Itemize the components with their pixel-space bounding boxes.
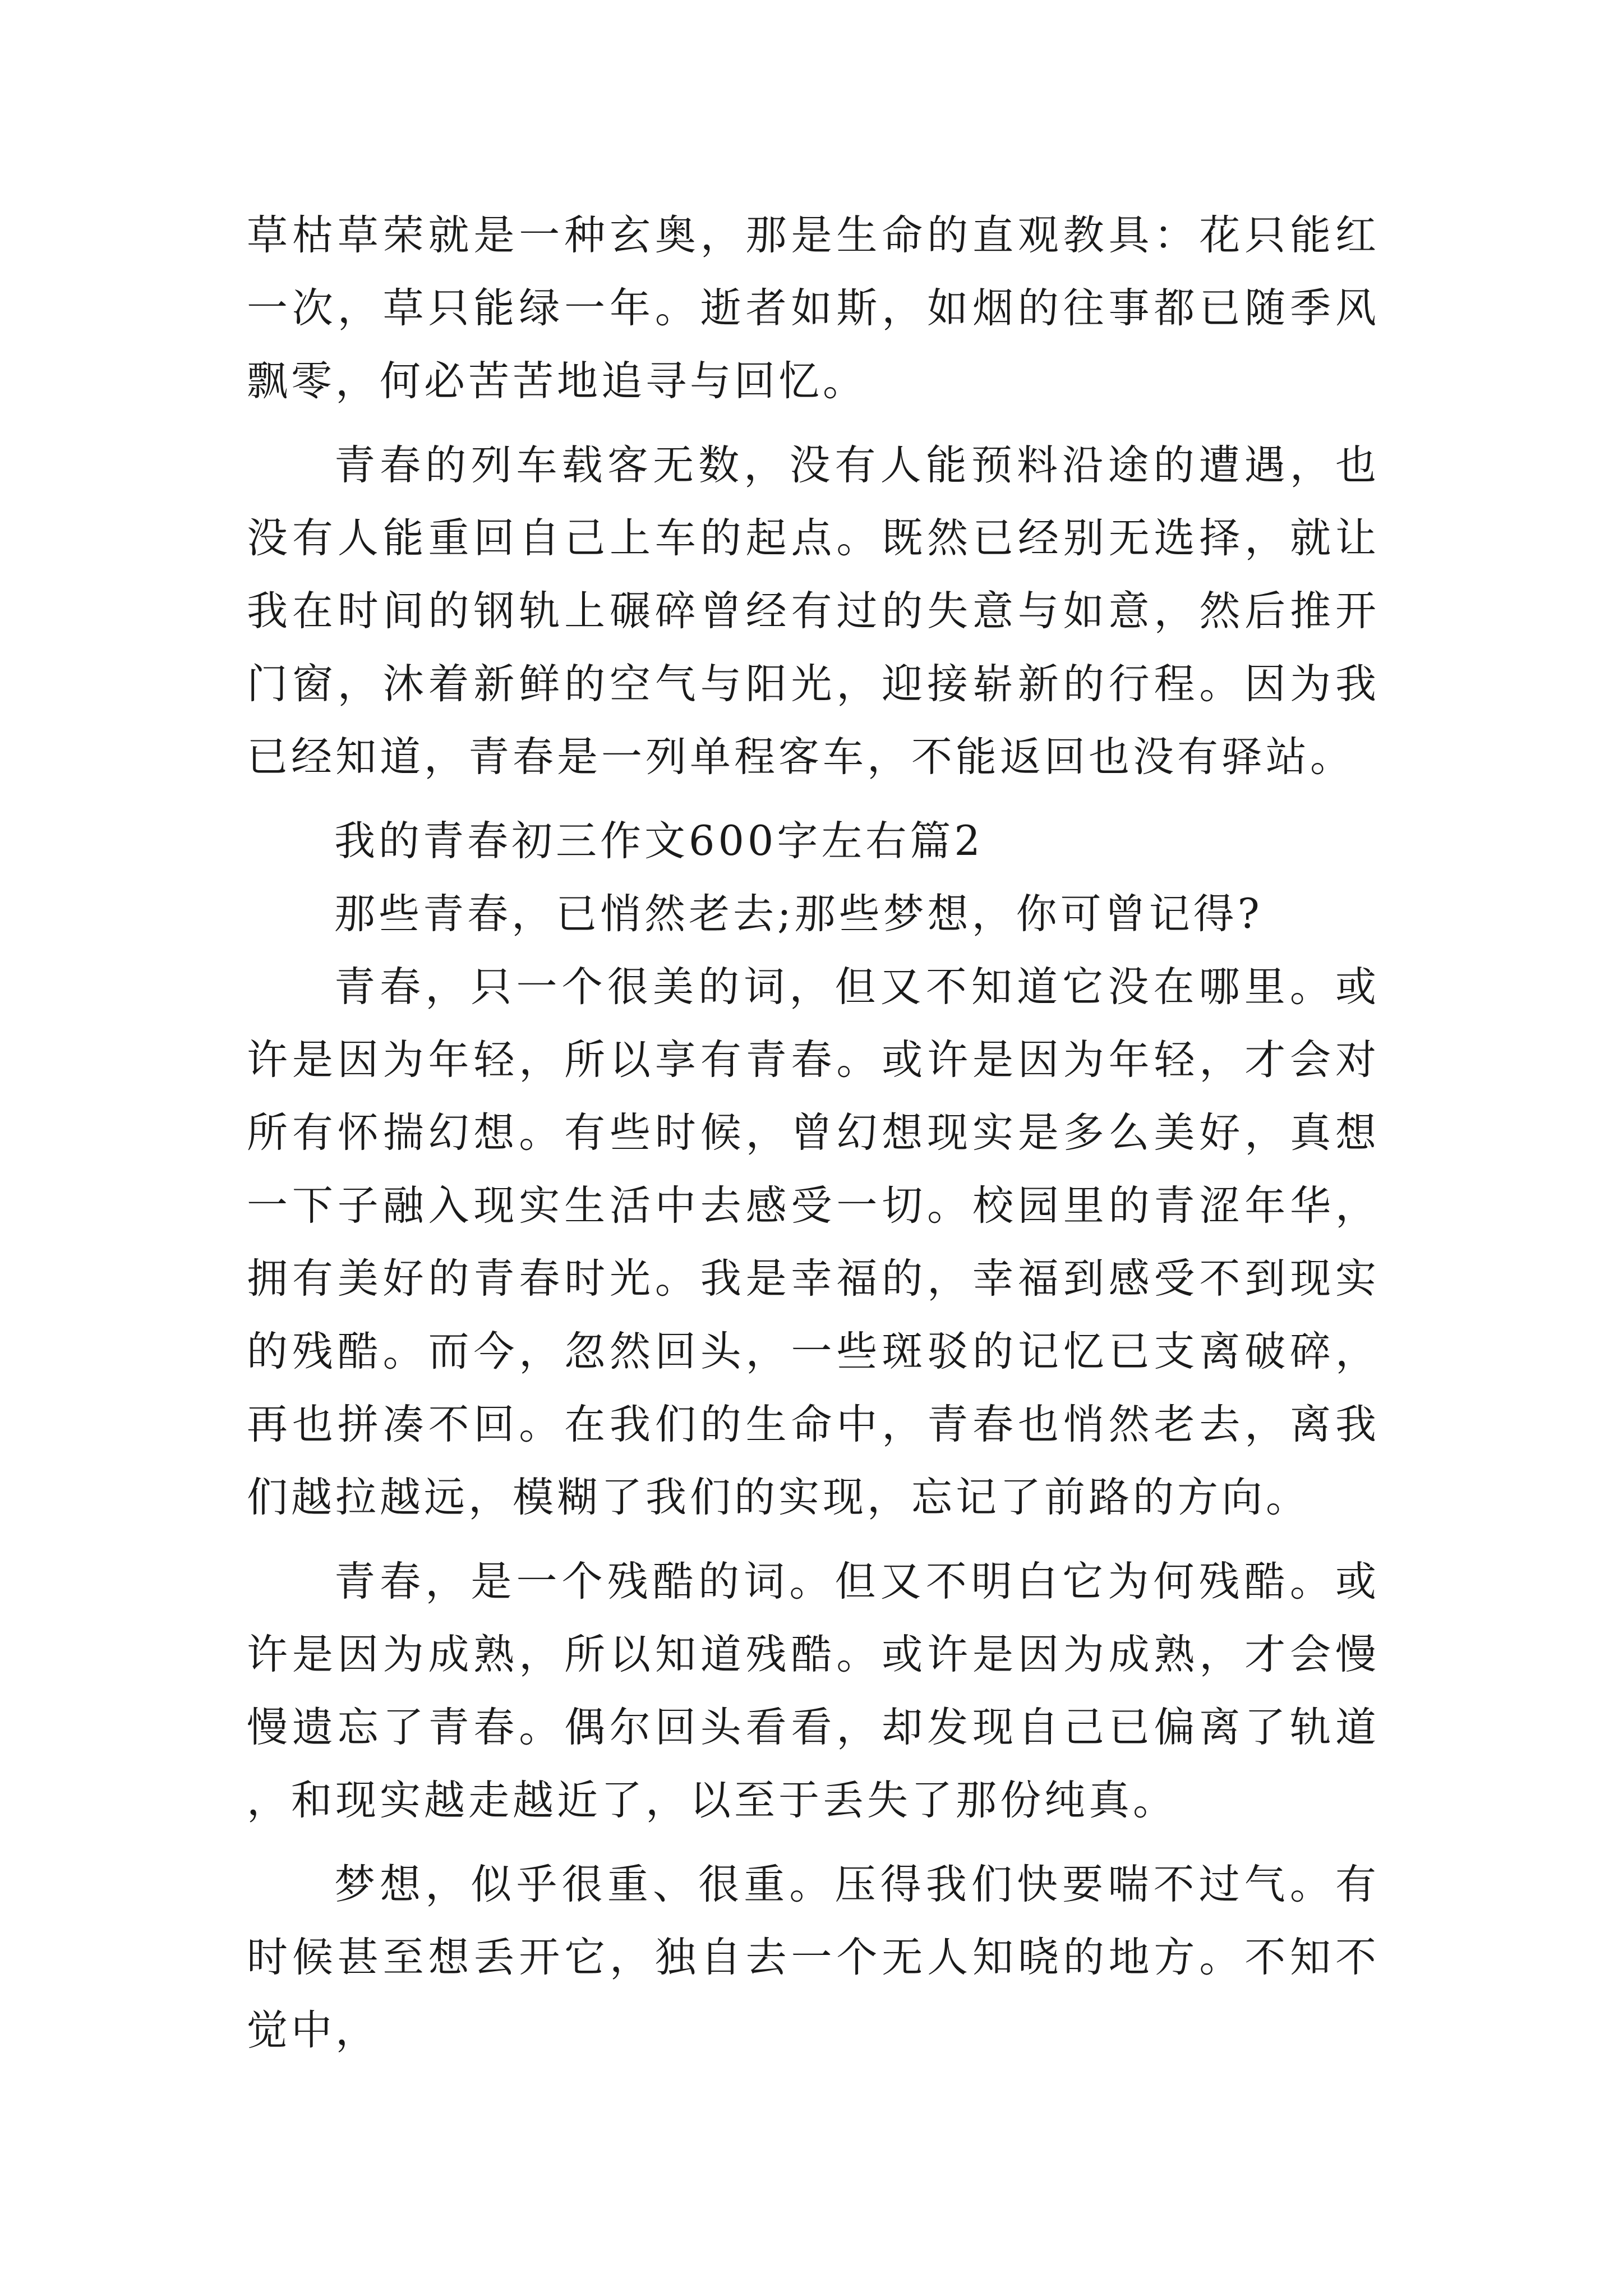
paragraph-youth-cruel: 青春，是一个残酷的词。但又不明白它为何残酷。或许是因为成熟，所以知道残酷。或许是因为成熟，才会慢慢遗忘了青春。偶尔回头看看，却发现自己已偏离了轨道，和现实越走越近了，以至于丢失了那份纯真。 (247, 1558, 1380, 1824)
paragraph-dreams: 梦想，似乎很重、很重。压得我们快要喘不过气。有时候甚至想丢开它，独自去一个无人知晓的地方。不知不觉中， (247, 1861, 1380, 2054)
paragraph-youth-beautiful: 青春，只一个很美的词，但又不知道它没在哪里。或许是因为年轻，所以享有青春。或许是因为年轻，才会对所有怀揣幻想。有些时候，曾幻想现实是多么美好，真想一下子融入现实生活中去感受一切。校园里的青涩年华，拥有美好的青春时光。我是幸福的，幸福到感受不到现实的残酷。而今，忽然回头，一些斑驳的记忆已支离破碎，再也拼凑不回。在我们的生命中，青春也悄然老去，离我们越拉越远，模糊了我们的实现，忘记了前路的方向。 (247, 963, 1380, 1521)
paragraph-continuation: 草枯草荣就是一种玄奥，那是生命的直观教具：花只能红一次，草只能绿一年。逝者如斯，如烟的往事都已随季风飘零，何必苦苦地追寻与回忆。 (247, 211, 1380, 405)
section-heading: 我的青春初三作文600字左右篇2 (334, 817, 984, 865)
document-body (247, 199, 1380, 2078)
paragraph-intro: 那些青春，已悄然老去;那些梦想，你可曾记得? (334, 890, 1263, 938)
paragraph-train: 青春的列车载客无数，没有人能预料沿途的遭遇，也没有人能重回自己上车的起点。既然已经别无选择，就让我在时间的钢轨上碾碎曾经有过的失意与如意，然后推开门窗，沐着新鲜的空气与阳光，迎接崭新的行程。因为我已经知道，青春是一列单程客车，不能返回也没有驿站。 (247, 441, 1380, 781)
